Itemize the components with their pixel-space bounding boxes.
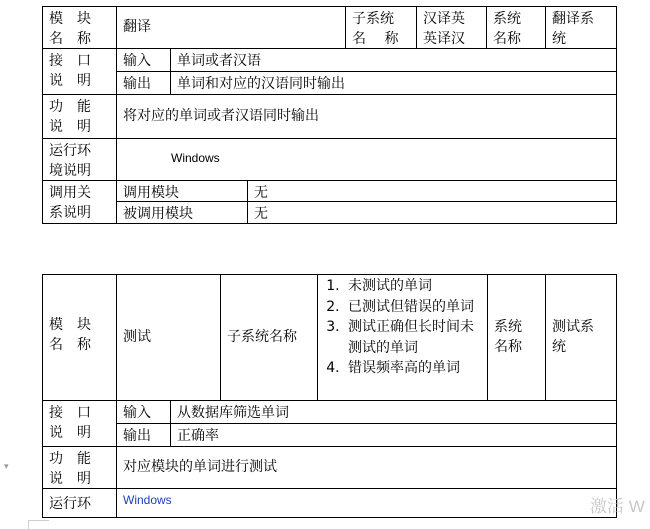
interface-label: 接 口 说 明 (43, 401, 117, 447)
module-table-translate (42, 6, 617, 224)
calls-module-label: 调用模块 (117, 181, 248, 202)
function-label: 功 能 说 明 (43, 95, 117, 139)
subsystem-name-label: 子系统 名 称 (346, 7, 417, 49)
environment-value: Windows (117, 139, 616, 181)
system-name-label: 系统 名称 (487, 7, 546, 49)
function-value: 将对应的单词或者汉语同时输出 (117, 95, 616, 139)
output-label: 输出 (117, 424, 171, 447)
system-name-label: 系统 名称 (488, 275, 546, 401)
module-name-label: 模 块 名 称 (43, 275, 117, 401)
function-label: 功 能 说 明 (43, 447, 117, 489)
calls-module-value: 无 (248, 181, 616, 202)
environment-label: 运行环 (43, 489, 117, 517)
system-name-value: 翻译系 统 (546, 7, 616, 49)
list-item: 3. 测试正确但长时间未测试的单词 (344, 317, 483, 358)
list-item: 4. 错误频率高的单词 (344, 358, 483, 379)
subsystem-list (318, 275, 488, 401)
input-value: 从数据库筛选单词 (171, 401, 616, 424)
output-value: 单词和对应的汉语同时输出 (171, 72, 616, 95)
input-value: 单词或者汉语 (171, 49, 616, 72)
called-by-label: 被调用模块 (117, 202, 248, 223)
called-by-value: 无 (254, 206, 268, 222)
input-label: 输入 (117, 49, 171, 72)
system-name-value: 测试系 统 (546, 275, 616, 401)
module-table-test (42, 274, 617, 518)
list-item: 2. 已测试但错误的单词 (344, 297, 483, 318)
subsystem-name-label: 子系统名称 (221, 275, 318, 401)
input-label: 输入 (117, 401, 171, 424)
call-relation-label: 调用关 系说明 (43, 181, 117, 223)
left-margin-mark: ▾ (4, 462, 9, 472)
activation-watermark: 激活 W (590, 497, 645, 516)
list-item: 1. 未测试的单词 (344, 276, 483, 297)
environment-label: 运行环 境说明 (43, 139, 117, 181)
module-name-value: 翻译 (117, 7, 346, 49)
output-value: 正确率 (171, 424, 616, 447)
module-name-value: 测试 (117, 275, 221, 401)
environment-value: Windows (123, 493, 172, 507)
module-name-label: 模 块 名 称 (43, 7, 117, 49)
interface-label: 接 口 说 明 (43, 49, 117, 95)
output-label: 输出 (117, 72, 171, 95)
subsystem-name-value: 汉译英 英译汉 (417, 7, 487, 49)
function-value: 对应模块的单词进行测试 (117, 447, 616, 489)
